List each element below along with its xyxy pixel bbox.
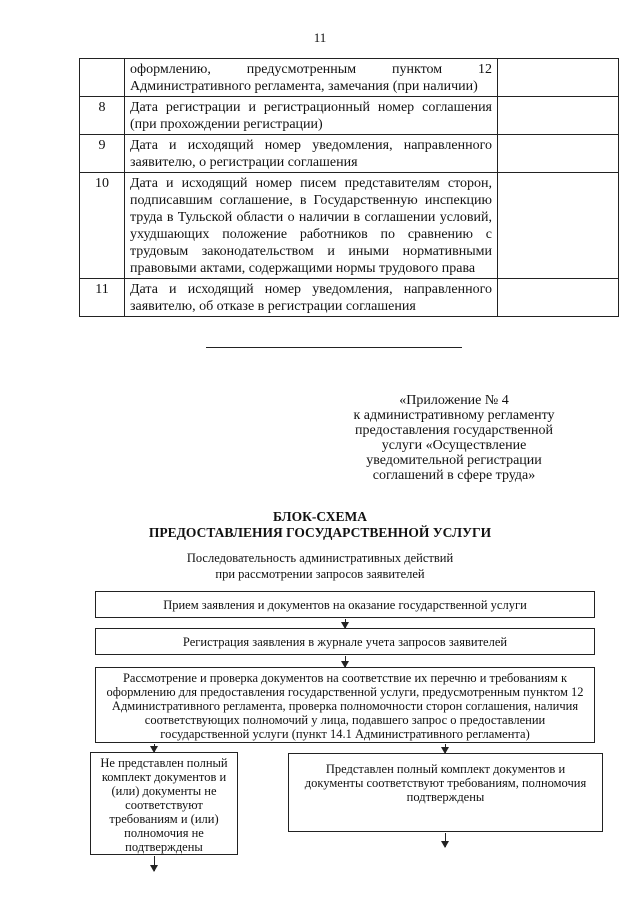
row-number: 10 [80,173,125,279]
row-text: Дата и исходящий номер уведомления, направленного заявителю, об отказе в регистрации соглашения [125,279,498,317]
table-row [80,173,619,279]
appendix-line: уведомительной регистрации [366,453,542,468]
row-empty-cell [498,59,619,97]
row-text: оформлению, предусмотренным пунктом 12 Административного регламента, замечания (при наличии) [125,59,498,97]
separator-line [206,347,462,348]
branch-incomplete-documents: Не представлен полный комплект документов и (или) документы не соответствуют требованиям и (или) полномочия не подтверждены [90,752,238,855]
step-register-application: Регистрация заявления в журнале учета запросов заявителей [95,628,595,655]
appendix-line: «Приложение № 4 [399,393,509,408]
appendix-line: к административному регламенту [353,408,555,423]
arrow-down-icon [345,619,346,628]
row-number: 9 [80,135,125,173]
row-text: Дата и исходящий номер писем представителям сторон, подписавшим соглашение, в Государственную инспекцию труда в Тульской области о наличии в соглашении условий, ухудшающих положение работников по сравнению с трудовым законодательством и иными нормативными правовыми актами, содержащими нормы трудового права [125,173,498,279]
appendix-line: услуги «Осуществление [381,438,527,453]
row-number: 11 [80,279,125,317]
arrow-down-icon [154,856,155,871]
row-number [80,59,125,97]
appendix-header [338,393,570,483]
scheme-subtitle-line2: при рассмотрении запросов заявителей [215,567,425,581]
row-text: Дата и исходящий номер уведомления, направленного заявителю, о регистрации соглашения [125,135,498,173]
registry-table [79,58,619,317]
appendix-line: соглашений в сфере труда» [372,468,536,483]
row-empty-cell [498,173,619,279]
table-row [80,135,619,173]
row-empty-cell [498,279,619,317]
step-receive-application: Прием заявления и документов на оказание государственной услуги [95,591,595,618]
row-text: Дата регистрации и регистрационный номер соглашения (при прохождении регистрации) [125,97,498,135]
table-row [80,59,619,97]
arrow-down-icon [154,744,155,752]
scheme-title: БЛОК-СХЕМА [272,509,368,524]
scheme-subtitle: Последовательность административных действий [186,551,454,565]
row-number: 8 [80,97,125,135]
row-empty-cell [498,97,619,135]
page-number: 11 [313,30,327,45]
table-row [80,97,619,135]
scheme-title-line2: ПРЕДОСТАВЛЕНИЯ ГОСУДАРСТВЕННОЙ УСЛУГИ [148,525,492,540]
arrow-down-icon [445,833,446,847]
row-empty-cell [498,135,619,173]
step-review-documents: Рассмотрение и проверка документов на соответствие их перечню и требованиям к оформлению для предоставления государственной услуги, предусмотренным пунктом 12 Административного регламента, проверка полномочности сторон соглашения, наличия соответствующих полномочий у лица, подавшего запрос о предоставлении государственной услуги (пункт 14.1 Административного регламента) [95,667,595,743]
appendix-line: предоставления государственной [354,423,554,438]
arrow-down-icon [445,744,446,753]
table-row [80,279,619,317]
arrow-down-icon [345,656,346,667]
branch-complete-documents: Представлен полный комплект документов и документы соответствуют требованиям, полномочия подтверждены [288,753,603,832]
